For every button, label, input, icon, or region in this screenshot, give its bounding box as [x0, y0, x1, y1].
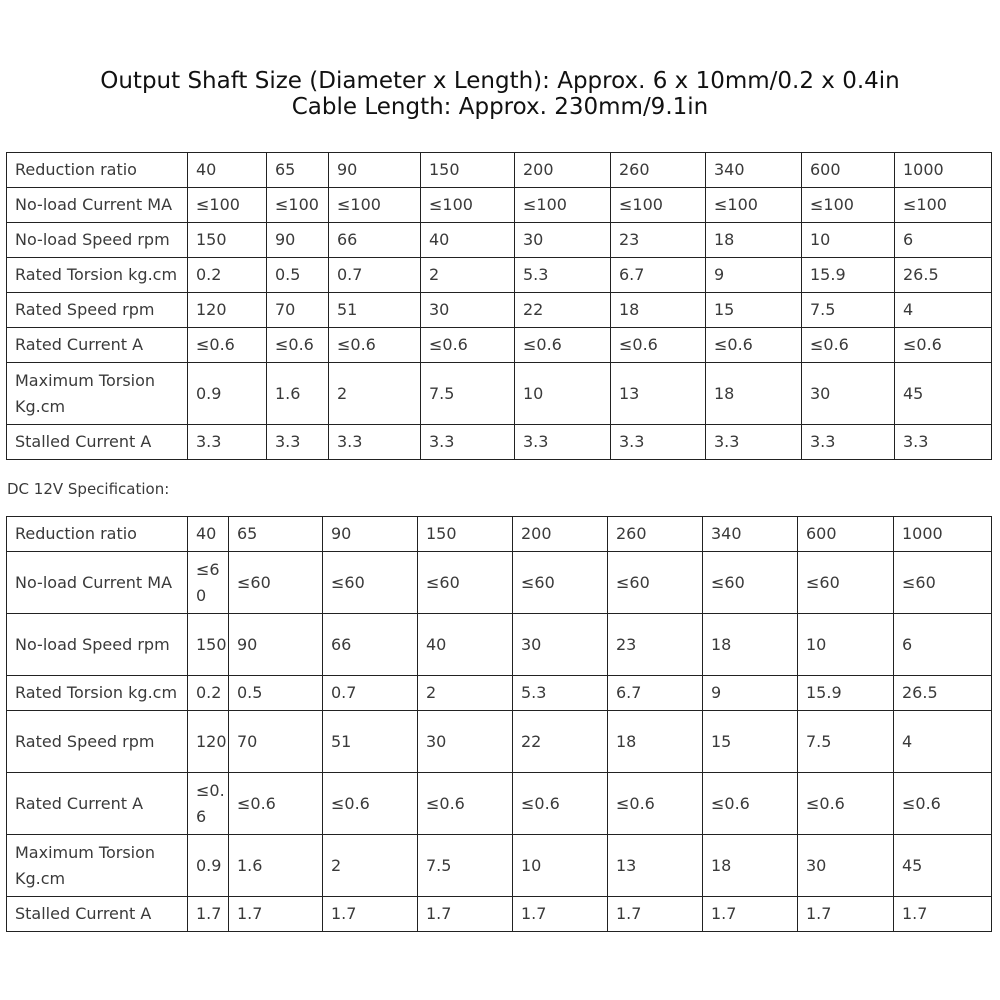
table-cell: ≤0.6	[421, 328, 515, 363]
table-cell: ≤100	[421, 188, 515, 223]
row-label: Maximum Torsion Kg.cm	[7, 835, 188, 897]
table-cell: 3.3	[188, 425, 267, 460]
table-cell: ≤0.6	[608, 773, 703, 835]
table-cell: 30	[513, 614, 608, 676]
table-cell: 40	[188, 517, 229, 552]
row-label: Rated Torsion kg.cm	[7, 676, 188, 711]
table-cell: ≤0.6	[418, 773, 513, 835]
table-cell: 26.5	[895, 258, 992, 293]
spec-table-2	[6, 516, 992, 932]
table-cell: 15.9	[798, 676, 894, 711]
table-cell: 260	[611, 153, 706, 188]
table-cell: ≤100	[611, 188, 706, 223]
table-cell: 18	[706, 223, 802, 258]
table-cell: 40	[418, 614, 513, 676]
table-row	[7, 711, 992, 773]
table-cell: ≤100	[706, 188, 802, 223]
table-cell: 18	[703, 835, 798, 897]
table-cell: 9	[703, 676, 798, 711]
table-row	[7, 552, 992, 614]
table-cell: 340	[706, 153, 802, 188]
table-cell: 90	[267, 223, 329, 258]
row-label: No-load Current MA	[7, 552, 188, 614]
table-cell: 15	[706, 293, 802, 328]
table-cell: 3.3	[706, 425, 802, 460]
table-cell: 2	[329, 363, 421, 425]
table-cell: 2	[418, 676, 513, 711]
table-cell: 6.7	[608, 676, 703, 711]
row-label: Reduction ratio	[7, 153, 188, 188]
table-cell: 70	[229, 711, 323, 773]
table-cell: ≤0.6	[188, 328, 267, 363]
table-cell: 1000	[895, 153, 992, 188]
table-cell: ≤100	[188, 188, 267, 223]
table-cell: 3.3	[802, 425, 895, 460]
table-cell: 150	[188, 223, 267, 258]
table-cell: 7.5	[798, 711, 894, 773]
table-cell: 1000	[894, 517, 992, 552]
table-cell: 70	[267, 293, 329, 328]
table-cell: 30	[798, 835, 894, 897]
row-label: No-load Current MA	[7, 188, 188, 223]
table-cell: 45	[895, 363, 992, 425]
table-cell: 18	[611, 293, 706, 328]
table-cell: 1.7	[188, 897, 229, 932]
table-cell: 10	[513, 835, 608, 897]
table-row	[7, 773, 992, 835]
table-cell: ≤60	[188, 552, 229, 614]
table-cell: ≤100	[267, 188, 329, 223]
table-row	[7, 897, 992, 932]
table-cell: 22	[513, 711, 608, 773]
table-row	[7, 258, 992, 293]
table-row	[7, 835, 992, 897]
table-cell: 90	[323, 517, 418, 552]
table-cell: 120	[188, 293, 267, 328]
row-label: Reduction ratio	[7, 517, 188, 552]
table-cell: ≤0.6	[611, 328, 706, 363]
table-cell: 150	[188, 614, 229, 676]
table-cell: 45	[894, 835, 992, 897]
table-cell: ≤60	[229, 552, 323, 614]
table-cell: 30	[418, 711, 513, 773]
table-cell: ≤0.6	[802, 328, 895, 363]
table-cell: 3.3	[421, 425, 515, 460]
table-cell: 260	[608, 517, 703, 552]
table-cell: 6	[894, 614, 992, 676]
table-row	[7, 517, 992, 552]
table-cell: 51	[329, 293, 421, 328]
table-cell: 0.2	[188, 676, 229, 711]
table-cell: 3.3	[895, 425, 992, 460]
table-cell: 1.7	[608, 897, 703, 932]
table-cell: 150	[421, 153, 515, 188]
table-cell: 30	[421, 293, 515, 328]
table-cell: 15	[703, 711, 798, 773]
table-cell: 6.7	[611, 258, 706, 293]
row-label: Stalled Current A	[7, 897, 188, 932]
table-cell: 0.5	[229, 676, 323, 711]
table-cell: ≤60	[894, 552, 992, 614]
table-cell: ≤0.6	[323, 773, 418, 835]
spec-table-1	[6, 152, 992, 460]
row-label: Rated Speed rpm	[7, 293, 188, 328]
table-row	[7, 328, 992, 363]
shaft-size-line: Output Shaft Size (Diameter x Length): Approx. 6 x 10mm/0.2 x 0.4in	[100, 68, 900, 94]
table-cell: ≤60	[608, 552, 703, 614]
row-label: Rated Speed rpm	[7, 711, 188, 773]
table-cell: ≤0.6	[267, 328, 329, 363]
table-cell: 1.7	[894, 897, 992, 932]
table-cell: ≤100	[895, 188, 992, 223]
table-cell: ≤0.6	[515, 328, 611, 363]
table-cell: 18	[706, 363, 802, 425]
table-cell: 2	[421, 258, 515, 293]
table-cell: ≤60	[703, 552, 798, 614]
table-cell: 600	[798, 517, 894, 552]
table-cell: 0.7	[323, 676, 418, 711]
table-row	[7, 614, 992, 676]
table-cell: 23	[611, 223, 706, 258]
table-cell: ≤60	[323, 552, 418, 614]
row-label: Rated Torsion kg.cm	[7, 258, 188, 293]
table-cell: ≤0.6	[229, 773, 323, 835]
table-cell: 1.7	[513, 897, 608, 932]
table-cell: ≤0.6	[798, 773, 894, 835]
table-cell: 7.5	[421, 363, 515, 425]
table-row	[7, 676, 992, 711]
table-row	[7, 425, 992, 460]
spec-table-2-body	[7, 517, 992, 932]
table-cell: 3.3	[515, 425, 611, 460]
table-cell: ≤100	[802, 188, 895, 223]
table-cell: 120	[188, 711, 229, 773]
table-cell: 51	[323, 711, 418, 773]
table-cell: 3.3	[329, 425, 421, 460]
table-row	[7, 153, 992, 188]
table-cell: 23	[608, 614, 703, 676]
table-row	[7, 223, 992, 258]
row-label: No-load Speed rpm	[7, 223, 188, 258]
row-label: Rated Current A	[7, 328, 188, 363]
table-cell: 7.5	[418, 835, 513, 897]
table-cell: 90	[229, 614, 323, 676]
table-cell: 30	[515, 223, 611, 258]
table-cell: ≤0.6	[895, 328, 992, 363]
table-cell: 5.3	[513, 676, 608, 711]
table-cell: 340	[703, 517, 798, 552]
table-cell: 1.7	[418, 897, 513, 932]
table-cell: 66	[323, 614, 418, 676]
table-cell: ≤0.6	[513, 773, 608, 835]
table-cell: 65	[229, 517, 323, 552]
table-cell: 0.9	[188, 363, 267, 425]
table-cell: 4	[894, 711, 992, 773]
table-cell: 1.7	[229, 897, 323, 932]
table-cell: 200	[513, 517, 608, 552]
table-cell: 66	[329, 223, 421, 258]
table-cell: ≤0.6	[703, 773, 798, 835]
table-cell: 150	[418, 517, 513, 552]
spec-header	[0, 68, 1000, 120]
table-cell: ≤0.6	[894, 773, 992, 835]
table-cell: 9	[706, 258, 802, 293]
table-cell: 0.7	[329, 258, 421, 293]
table-cell: 10	[802, 223, 895, 258]
table-cell: 1.6	[229, 835, 323, 897]
table-cell: 5.3	[515, 258, 611, 293]
table-cell: 40	[421, 223, 515, 258]
table-cell: 65	[267, 153, 329, 188]
row-label: No-load Speed rpm	[7, 614, 188, 676]
table-cell: 1.7	[323, 897, 418, 932]
cable-length-line: Cable Length: Approx. 230mm/9.1in	[291, 94, 709, 120]
table-cell: 30	[802, 363, 895, 425]
table-row	[7, 188, 992, 223]
table-cell: 26.5	[894, 676, 992, 711]
table-cell: 13	[608, 835, 703, 897]
table-cell: 3.3	[267, 425, 329, 460]
table-cell: ≤60	[418, 552, 513, 614]
table-cell: 22	[515, 293, 611, 328]
table-cell: 2	[323, 835, 418, 897]
table-cell: ≤100	[515, 188, 611, 223]
table-cell: 200	[515, 153, 611, 188]
table-cell: 1.7	[798, 897, 894, 932]
row-label: Rated Current A	[7, 773, 188, 835]
table-cell: ≤0.6	[188, 773, 229, 835]
table-cell: 90	[329, 153, 421, 188]
table-cell: 6	[895, 223, 992, 258]
table-cell: 0.5	[267, 258, 329, 293]
dc12v-section-label: DC 12V Specification:	[7, 480, 170, 498]
table-cell: 15.9	[802, 258, 895, 293]
table-row	[7, 363, 992, 425]
table-cell: ≤60	[513, 552, 608, 614]
table-cell: 10	[515, 363, 611, 425]
table-cell: 10	[798, 614, 894, 676]
table-row	[7, 293, 992, 328]
table-cell: 40	[188, 153, 267, 188]
table-cell: ≤0.6	[329, 328, 421, 363]
table-cell: 600	[802, 153, 895, 188]
table-cell: 7.5	[802, 293, 895, 328]
table-cell: ≤100	[329, 188, 421, 223]
row-label: Maximum Torsion Kg.cm	[7, 363, 188, 425]
table-cell: 13	[611, 363, 706, 425]
table-cell: 1.7	[703, 897, 798, 932]
table-cell: 18	[608, 711, 703, 773]
table-cell: 18	[703, 614, 798, 676]
row-label: Stalled Current A	[7, 425, 188, 460]
table-cell: ≤60	[798, 552, 894, 614]
table-cell: 4	[895, 293, 992, 328]
table-cell: 0.2	[188, 258, 267, 293]
table-cell: 1.6	[267, 363, 329, 425]
table-cell: 0.9	[188, 835, 229, 897]
table-cell: ≤0.6	[706, 328, 802, 363]
table-cell: 3.3	[611, 425, 706, 460]
spec-table-1-body	[7, 153, 992, 460]
